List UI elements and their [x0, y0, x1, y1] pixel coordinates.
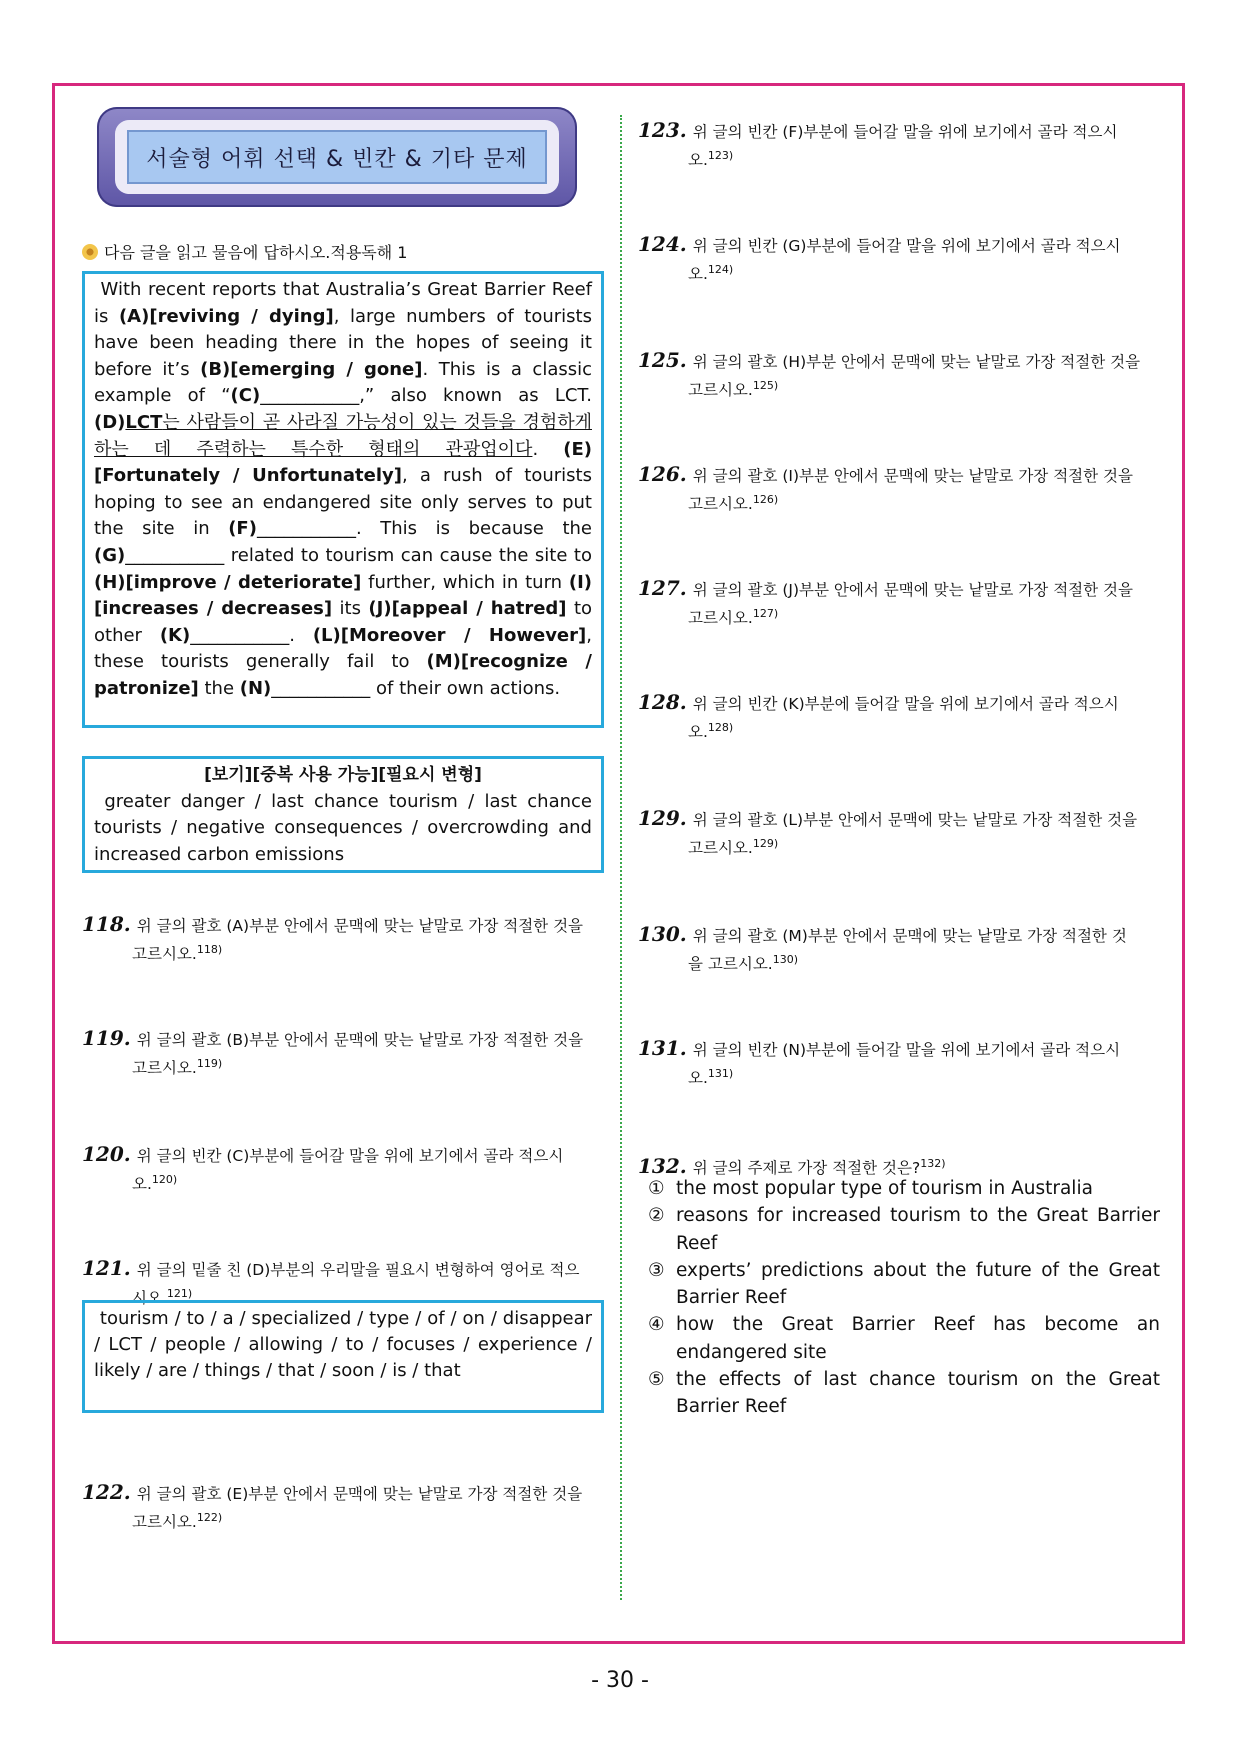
word-bank-header: [보기][중복 사용 가능][필요시 변형] [204, 765, 482, 785]
question-132: 132. 위 글의 주제로 가장 적절한 것은?$^{132)}$ [638, 1154, 946, 1179]
question-130: 130. 위 글의 괄호 (M)부분 안에서 문맥에 맞는 낱말로 가장 적절한 것 을 고르시오.$^{130)}$ [638, 922, 1127, 974]
option-4[interactable]: ④ how the Great Barrier Reef has become an endangered site [648, 1314, 1160, 1363]
question-129: 129. 위 글의 괄호 (L)부분 안에서 문맥에 맞는 낱말로 가장 적절한 것을 고르시오.$^{129)}$ [638, 806, 1138, 858]
section-title-badge [97, 107, 577, 207]
question-126: 126. 위 글의 괄호 (I)부분 안에서 문맥에 맞는 낱말로 가장 적절한 것을 고르시오.$^{126)}$ [638, 462, 1133, 514]
option-3[interactable]: ③ experts’ predictions about the future of the Great Barrier Reef [648, 1259, 1160, 1309]
column-divider [620, 115, 622, 1600]
option-1[interactable]: ① the most popular type of tourism in Australia [648, 1178, 1093, 1199]
question-121: 121. 위 글의 밑줄 친 (D)부분의 우리말을 필요시 변형하여 영어로 적으 시오.$^{121)}$ [82, 1256, 580, 1308]
option-2[interactable]: ② reasons for increased tourism to the Great Barrier Reef [648, 1205, 1160, 1254]
answer-options [648, 1175, 1160, 1421]
instruction [82, 240, 407, 263]
question-118: 118. 위 글의 괄호 (A)부분 안에서 문맥에 맞는 낱말로 가장 적절한 것을 고르시오.$^{118)}$ [82, 912, 584, 964]
word-bank [82, 756, 604, 873]
instruction-text: 다음 글을 읽고 물음에 답하시오.적용독해 1 [104, 243, 408, 262]
question-131: 131. 위 글의 빈칸 (N)부분에 들어갈 말을 위에 보기에서 골라 적으시 오.$^{131)}$ [638, 1036, 1121, 1088]
word-bank-words: greater danger / last chance tourism / last chance tourists / negative consequences / overcrowding and increased carbon emissions [94, 790, 592, 865]
question-123: 123. 위 글의 빈칸 (F)부분에 들어갈 말을 위에 보기에서 골라 적으시 오.$^{123)}$ [638, 118, 1118, 170]
question-122: 122. 위 글의 괄호 (E)부분 안에서 문맥에 맞는 낱말로 가장 적절한 것을 고르시오.$^{122)}$ [82, 1480, 583, 1532]
page-number: - 30 - [591, 1668, 649, 1693]
word-scramble-box: tourism / to / a / specialized / type / of / on / disappear / LCT / people / allowing / to / focuses / experience / likely / are / things / that / soon / is / that [82, 1300, 604, 1413]
question-128: 128. 위 글의 빈칸 (K)부분에 들어갈 말을 위에 보기에서 골라 적으시 오.$^{128)}$ [638, 690, 1119, 742]
option-5[interactable]: ⑤ the effects of last chance tourism on the Great Barrier Reef [648, 1369, 1160, 1418]
question-120: 120. 위 글의 빈칸 (C)부분에 들어갈 말을 위에 보기에서 골라 적으시 오.$^{120)}$ [82, 1142, 564, 1194]
question-127: 127. 위 글의 괄호 (J)부분 안에서 문맥에 맞는 낱말로 가장 적절한 것을 고르시오.$^{127)}$ [638, 576, 1133, 628]
section-title: 서술형 어휘 선택 & 빈칸 & 기타 문제 [127, 130, 547, 184]
question-124: 124. 위 글의 빈칸 (G)부분에 들어갈 말을 위에 보기에서 골라 적으시 오.$^{124)}$ [638, 232, 1121, 284]
question-119: 119. 위 글의 괄호 (B)부분 안에서 문맥에 맞는 낱말로 가장 적절한 것을 고르시오.$^{119)}$ [82, 1026, 584, 1078]
question-125: 125. 위 글의 괄호 (H)부분 안에서 문맥에 맞는 낱말로 가장 적절한 것을 고르시오.$^{125)}$ [638, 348, 1141, 400]
flower-icon [82, 244, 98, 260]
reading-passage: With recent reports that Australia’s Great Barrier Reef is (A)[reviving / dying], large numbers of tourists have been heading there in the hopes of seeing it before it’s (B)[emerging / gone]. This is a classic example of “(C)___________,” also known as LCT. (D)LCT는 사람들이 곧 사라질 가능성이 있는 것들을 경험하게 하는 데 주력하는 특수한 형태의 관광업이다. (E)[Fortunately / Unfortunately], a rush of tourists hoping to see an endangered site only serves to put the site in (F)___________. This is because the (G)___________ related to tourism can cause the site to (H)[improve / deteriorate] further, which in turn (I)[increases / decreases] its (J)[appeal / hatred] to other (K)___________. (L)[Moreover / However], these tourists generally fail to (M)[recognize / patronize] the (N)___________ of their own actions. [82, 271, 604, 728]
